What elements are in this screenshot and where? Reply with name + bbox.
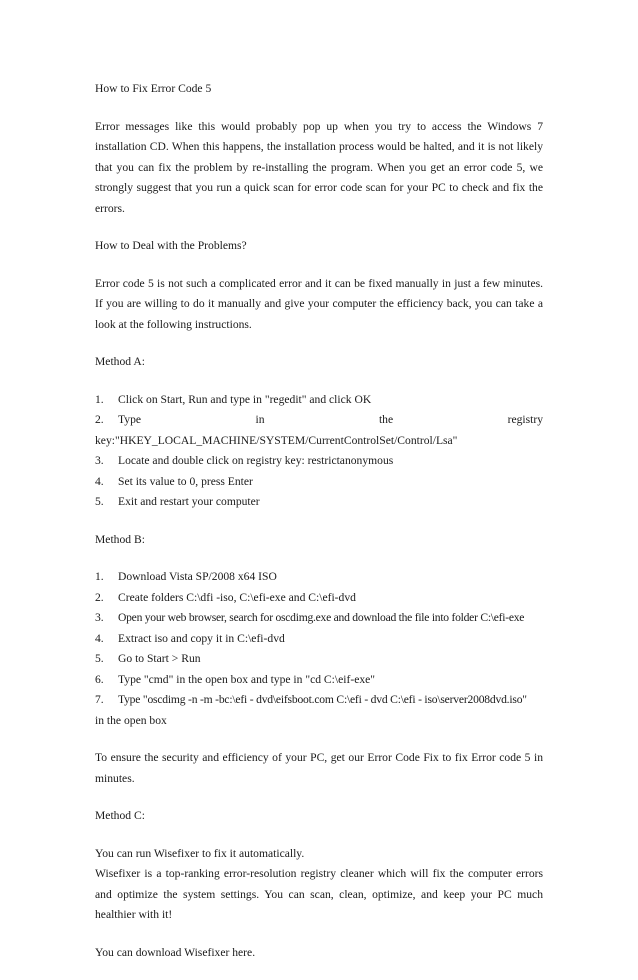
step-text xyxy=(118,410,543,431)
step-number: 4. xyxy=(95,474,104,488)
list-item xyxy=(95,567,543,588)
method-a-heading: Method A: xyxy=(95,355,145,368)
list-item xyxy=(95,390,543,411)
list-item xyxy=(95,608,543,629)
intro-paragraph: Error messages like this would probably pop up when you try to access the Windows 7 installation CD. When this happens, the installation process would be halted, and it is not likely that you can fix the problem by re-installing the program. When you get an error code 5, we strongly suggest that you run a quick scan for error code scan for your PC to check and fix the errors. xyxy=(95,119,543,215)
step-number: 2. xyxy=(95,590,104,604)
step-number: 3. xyxy=(95,454,104,467)
step-text: Download Vista SP/2008 x64 ISO xyxy=(118,570,277,583)
step-number: 6. xyxy=(95,672,104,686)
step-text: Go to Start > Run xyxy=(118,652,201,665)
method-c-text xyxy=(95,844,543,926)
document-title: How to Fix Error Code 5 xyxy=(95,82,212,95)
list-item xyxy=(95,472,543,493)
step-continuation: in the open box xyxy=(95,713,167,727)
list-item xyxy=(95,649,543,670)
step-text: Open your web browser, search for oscdimg.exe and download the file into folder C:\efi-exe xyxy=(118,611,525,624)
method-b-steps xyxy=(95,567,543,731)
method-b-heading: Method B: xyxy=(95,532,145,546)
step-word: in xyxy=(255,413,265,426)
step-number: 7. xyxy=(95,693,104,706)
step-text: Exit and restart your computer xyxy=(118,495,260,508)
list-item xyxy=(95,670,543,691)
list-item xyxy=(95,410,543,451)
list-item xyxy=(95,690,543,731)
list-item xyxy=(95,451,543,472)
step-text: Type "oscdimg -n -m -bc:\efi - dvd\eifsboot.com C:\efi - dvd C:\efi - iso\server2008dvd.iso" xyxy=(118,693,527,706)
step-word: Type xyxy=(118,413,142,426)
download-paragraph: You can download Wisefixer here. xyxy=(95,945,256,959)
list-item xyxy=(95,629,543,650)
step-text: Locate and double click on registry key: restrictanonymous xyxy=(118,454,394,467)
method-c-line: You can run Wisefixer to fix it automatically. xyxy=(95,846,305,860)
step-text: Set its value to 0, press Enter xyxy=(118,474,253,488)
ensure-paragraph: To ensure the security and efficiency of your PC, get our Error Code Fix to fix Error code 5 in minutes. xyxy=(95,751,543,785)
step-number: 1. xyxy=(95,392,104,406)
step-continuation: key:"HKEY_LOCAL_MACHINE/SYSTEM/CurrentControlSet/Control/Lsa" xyxy=(95,433,458,447)
document-page xyxy=(95,79,543,980)
list-item xyxy=(95,492,543,513)
deal-paragraph: Error code 5 is not such a complicated error and it can be fixed manually in just a few minutes. If you are willing to do it manually and give your computer the efficiency back, you can take a look at the following instructions. xyxy=(95,276,543,331)
step-text: Type "cmd" in the open box and type in "cd C:\eif-exe" xyxy=(118,672,376,686)
step-number: 4. xyxy=(95,631,104,645)
step-text: Create folders C:\dfi -iso, C:\efi-exe and C:\efi-dvd xyxy=(118,590,356,604)
method-a-steps xyxy=(95,390,543,513)
list-item xyxy=(95,588,543,609)
deal-heading: How to Deal with the Problems? xyxy=(95,239,247,252)
step-number: 5. xyxy=(95,652,104,665)
step-number: 2. xyxy=(95,413,104,426)
step-number: 5. xyxy=(95,495,104,508)
step-text: Click on Start, Run and type in "regedit" and click OK xyxy=(118,392,372,406)
method-c-heading: Method C: xyxy=(95,809,145,822)
method-c-description: Wisefixer is a top-ranking error-resolution registry cleaner which will fix the computer errors and optimize the system settings. You can scan, clean, optimize, and keep your PC much healthier with it! xyxy=(95,867,543,921)
step-text: Extract iso and copy it in C:\efi-dvd xyxy=(118,631,285,645)
step-number: 1. xyxy=(95,570,104,583)
step-word: the xyxy=(378,413,394,426)
step-word: registry xyxy=(507,413,543,426)
step-number: 3. xyxy=(95,611,104,624)
